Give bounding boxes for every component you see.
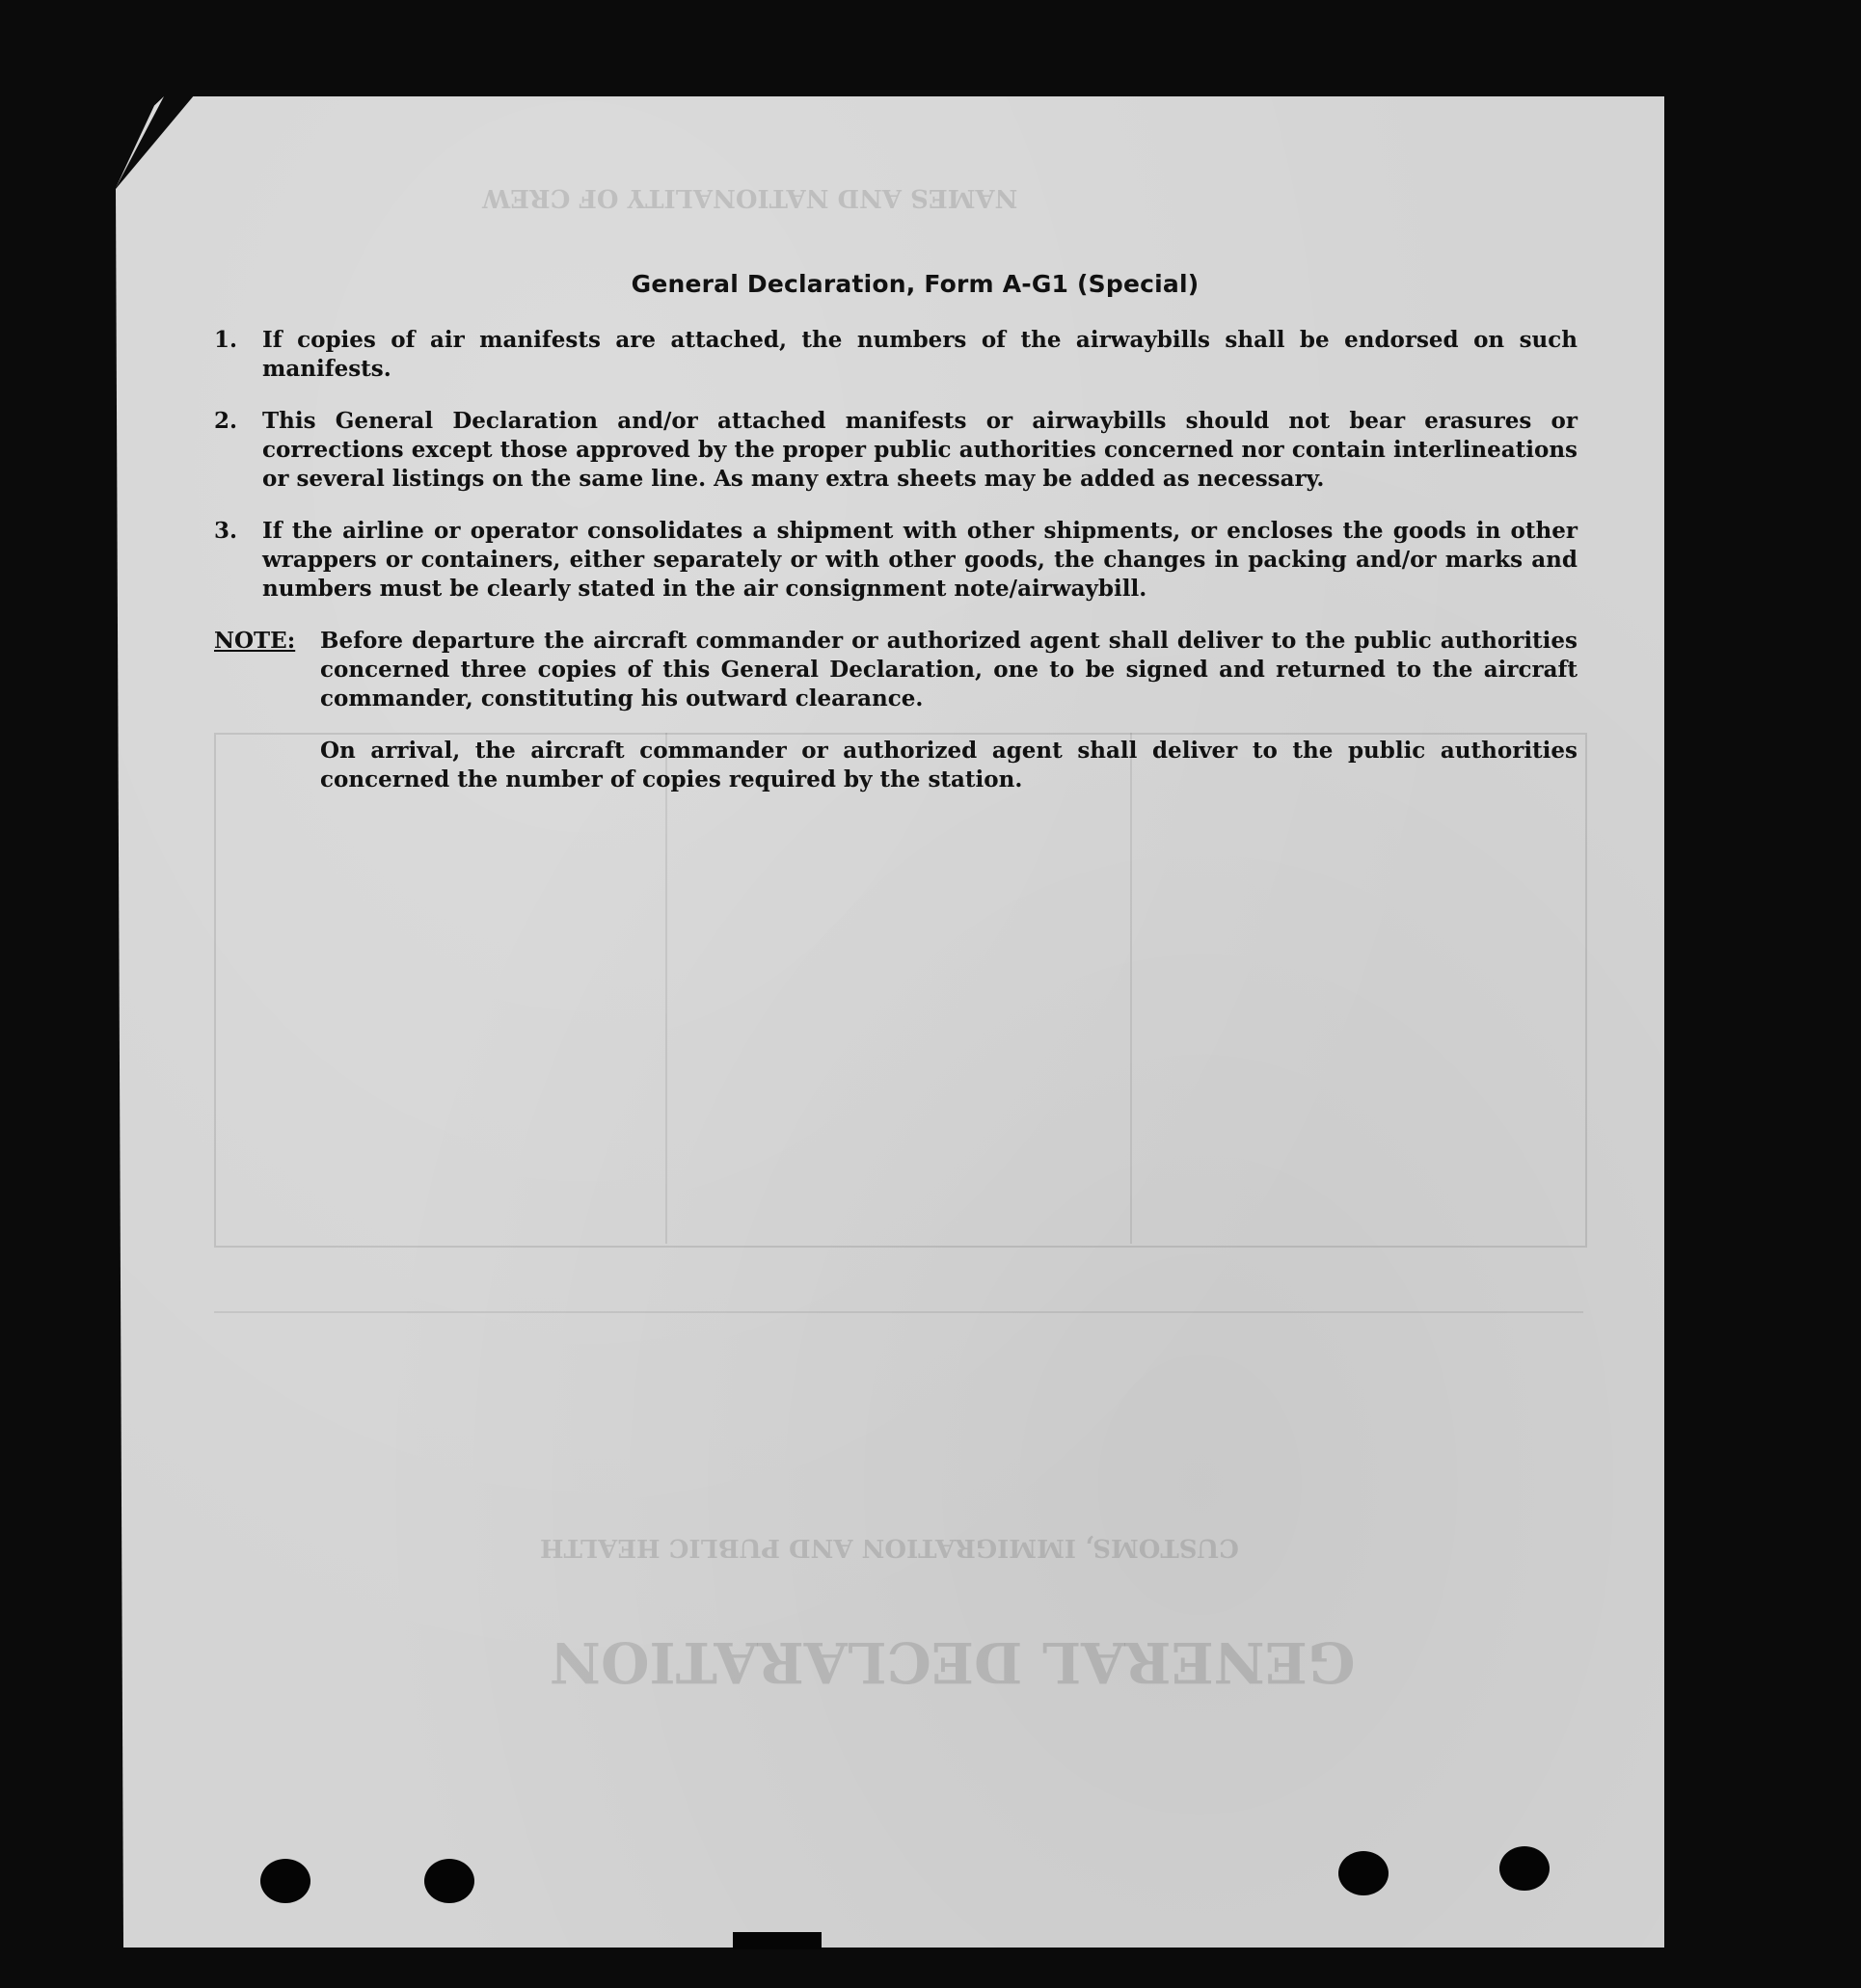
item-number: 2. (214, 408, 238, 434)
item-text: If copies of air manifests are attached, the numbers of the airwaybills shall be endorsed on such manifests. (262, 327, 1578, 382)
note-label: NOTE: (214, 628, 296, 654)
item-number: 3. (214, 518, 238, 544)
instruction-item-1 (214, 326, 1578, 384)
declaration-instructions (214, 270, 1578, 794)
punch-hole (424, 1859, 474, 1903)
binding-tab (733, 1932, 822, 1949)
instruction-item-2 (214, 407, 1578, 494)
note-paragraph-1: Before departure the aircraft commander or authorized agent shall deliver to the public authorities concerned three copies of this General Declaration, one to be signed and returned to the aircraft commander, constituting his outward clearance. (320, 628, 1578, 712)
punch-hole (1499, 1846, 1550, 1891)
bleed-through-column (665, 733, 667, 1244)
item-text: This General Declaration and/or attached manifests or airwaybills should not bear erasures or corrections except those approved by the proper public authorities concerned nor contain interlineations or several listings on the same line. As many extra sheets may be added as necessary. (262, 408, 1578, 492)
note-block (214, 627, 1578, 713)
item-number: 1. (214, 327, 238, 353)
page-title: General Declaration, Form A-G1 (Special) (631, 270, 1200, 298)
punch-hole (260, 1859, 310, 1903)
item-text: If the airline or operator consolidates a shipment with other shipments, or encloses the goods in other wrappers or containers, either separately or with other goods, the changes in packing and/or marks and numbers must be clearly stated in the air consignment note/airwaybill. (262, 518, 1578, 602)
bleed-through-column (1130, 733, 1132, 1244)
instruction-item-3 (214, 517, 1578, 604)
bleed-through-table (214, 733, 1587, 1248)
note-paragraph-2: On arrival, the aircraft commander or authorized agent shall deliver to the public authorities concerned the number of copies required by the station. (320, 738, 1578, 793)
bleed-through-rule (214, 1311, 1583, 1313)
punch-hole (1338, 1851, 1389, 1895)
